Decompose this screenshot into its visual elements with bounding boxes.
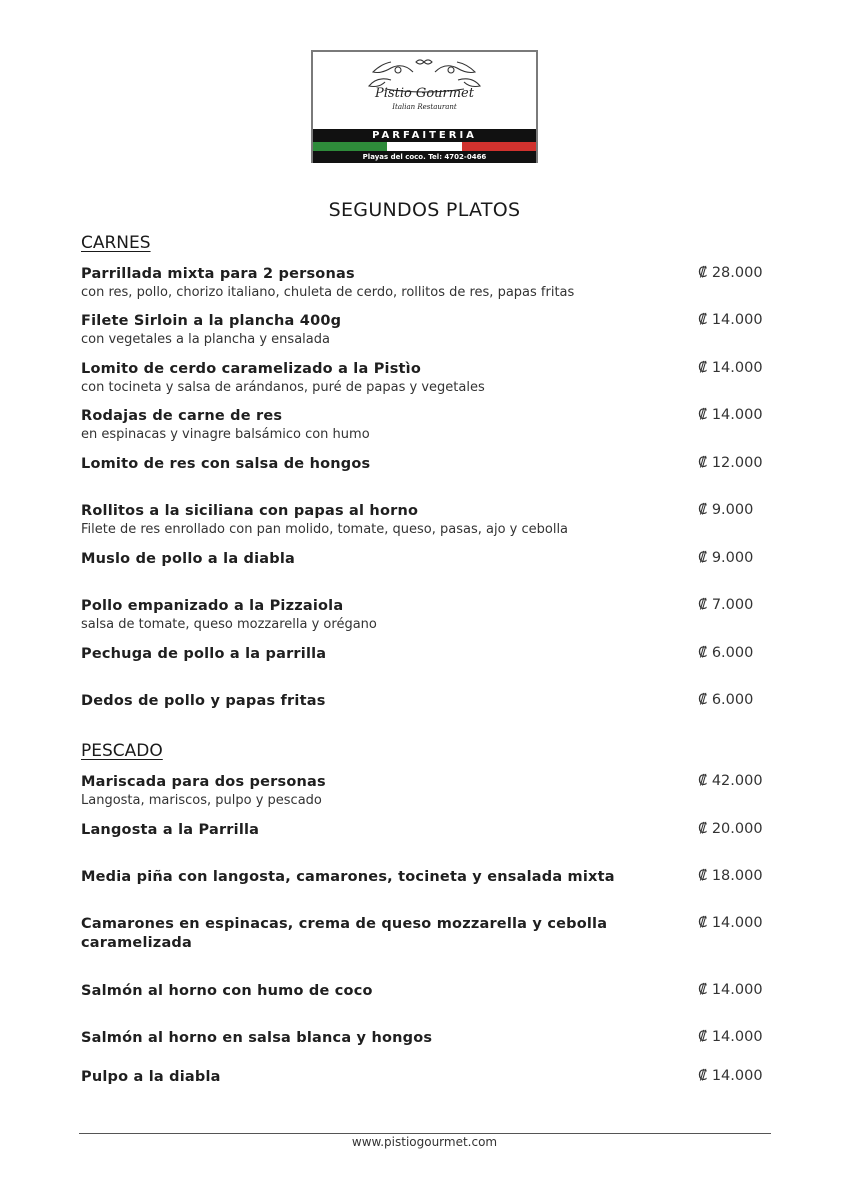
item-name: Salmón al horno con humo de coco	[81, 983, 373, 999]
item-price: ₡ 6.000	[698, 645, 754, 661]
item-price: ₡ 14.000	[698, 982, 763, 998]
item-price: ₡ 18.000	[698, 868, 763, 884]
menu-item	[81, 265, 771, 301]
section-heading-carnes: CARNES	[81, 233, 151, 253]
item-name: Pechuga de pollo a la parrilla	[81, 646, 327, 662]
item-name: Muslo de pollo a la diabla	[81, 551, 296, 567]
footer-website: www.pistiogourmet.com	[351, 1135, 498, 1149]
item-name: Lomito de res con salsa de hongos	[81, 456, 371, 472]
menu-item	[81, 645, 771, 664]
flag-red	[462, 142, 536, 151]
item-description: con vegetales a la plancha y ensalada	[81, 332, 330, 347]
item-price: ₡ 14.000	[698, 915, 763, 931]
item-name: Filete Sirloin a la plancha 400g	[81, 313, 342, 329]
item-name: Rollitos a la siciliana con papas al horno	[81, 503, 419, 519]
menu-item	[81, 692, 771, 711]
item-description: Filete de res enrollado con pan molido, tomate, queso, pasas, ajo y cebolla	[81, 522, 569, 537]
item-price: ₡ 14.000	[698, 360, 763, 376]
item-price: ₡ 28.000	[698, 265, 763, 281]
item-name: Langosta a la Parrilla	[81, 822, 260, 838]
menu-item	[81, 407, 771, 443]
menu-item	[81, 868, 771, 887]
item-price: ₡ 12.000	[698, 455, 763, 471]
item-name: Parrillada mixta para 2 personas	[81, 266, 355, 282]
item-price: ₡ 14.000	[698, 407, 763, 423]
item-price: ₡ 14.000	[698, 312, 763, 328]
item-price: ₡ 6.000	[698, 692, 754, 708]
page-title: SEGUNDOS PLATOS	[328, 199, 521, 221]
flag-green	[313, 142, 387, 151]
logo-contact: Playas del coco. Tel: 4702-0466	[313, 151, 536, 163]
menu-item	[81, 982, 771, 1001]
logo-name: Pistio Gourmet	[375, 86, 474, 101]
menu-item	[81, 1029, 771, 1048]
item-description: con tocineta y salsa de arándanos, puré de papas y vegetales	[81, 380, 485, 395]
menu-item	[81, 550, 771, 569]
italian-flag-stripe	[313, 142, 536, 151]
item-price: ₡ 7.000	[698, 597, 754, 613]
menu-item	[81, 773, 771, 809]
logo-band: PARFAITERIA	[313, 129, 536, 142]
item-name: Mariscada para dos personas	[81, 774, 326, 790]
item-price: ₡ 14.000	[698, 1068, 763, 1084]
item-name: Dedos de pollo y papas fritas	[81, 693, 326, 709]
menu-item	[81, 502, 771, 538]
menu-item	[81, 455, 771, 474]
menu-item	[81, 821, 771, 840]
menu-item	[81, 1068, 771, 1087]
footer-divider	[79, 1133, 771, 1134]
item-price: ₡ 9.000	[698, 502, 754, 518]
logo-subtitle: Italian Restaurant	[392, 103, 457, 111]
item-description: salsa de tomate, queso mozzarella y orégano	[81, 617, 377, 632]
item-name: Pulpo a la diabla	[81, 1069, 221, 1085]
menu-item	[81, 915, 771, 953]
item-price: ₡ 42.000	[698, 773, 763, 789]
item-name: Lomito de cerdo caramelizado a la Pistìo	[81, 361, 421, 377]
menu-item	[81, 312, 771, 348]
item-name: Pollo empanizado a la Pizzaiola	[81, 598, 344, 614]
restaurant-logo	[311, 50, 538, 163]
item-price: ₡ 20.000	[698, 821, 763, 837]
item-name: Rodajas de carne de res	[81, 408, 283, 424]
item-price: ₡ 14.000	[698, 1029, 763, 1045]
flag-white	[387, 142, 461, 151]
item-name: Camarones en espinacas, crema de queso mozzarella y cebolla caramelizada	[81, 916, 608, 951]
item-name: Salmón al horno en salsa blanca y hongos	[81, 1030, 433, 1046]
section-heading-pescado: PESCADO	[81, 741, 163, 761]
item-name: Media piña con langosta, camarones, tocineta y ensalada mixta	[81, 869, 615, 885]
menu-item	[81, 597, 771, 633]
menu-item	[81, 360, 771, 396]
item-description: con res, pollo, chorizo italiano, chuleta de cerdo, rollitos de res, papas fritas	[81, 285, 575, 300]
item-description: en espinacas y vinagre balsámico con humo	[81, 427, 370, 442]
item-description: Langosta, mariscos, pulpo y pescado	[81, 793, 322, 808]
item-price: ₡ 9.000	[698, 550, 754, 566]
